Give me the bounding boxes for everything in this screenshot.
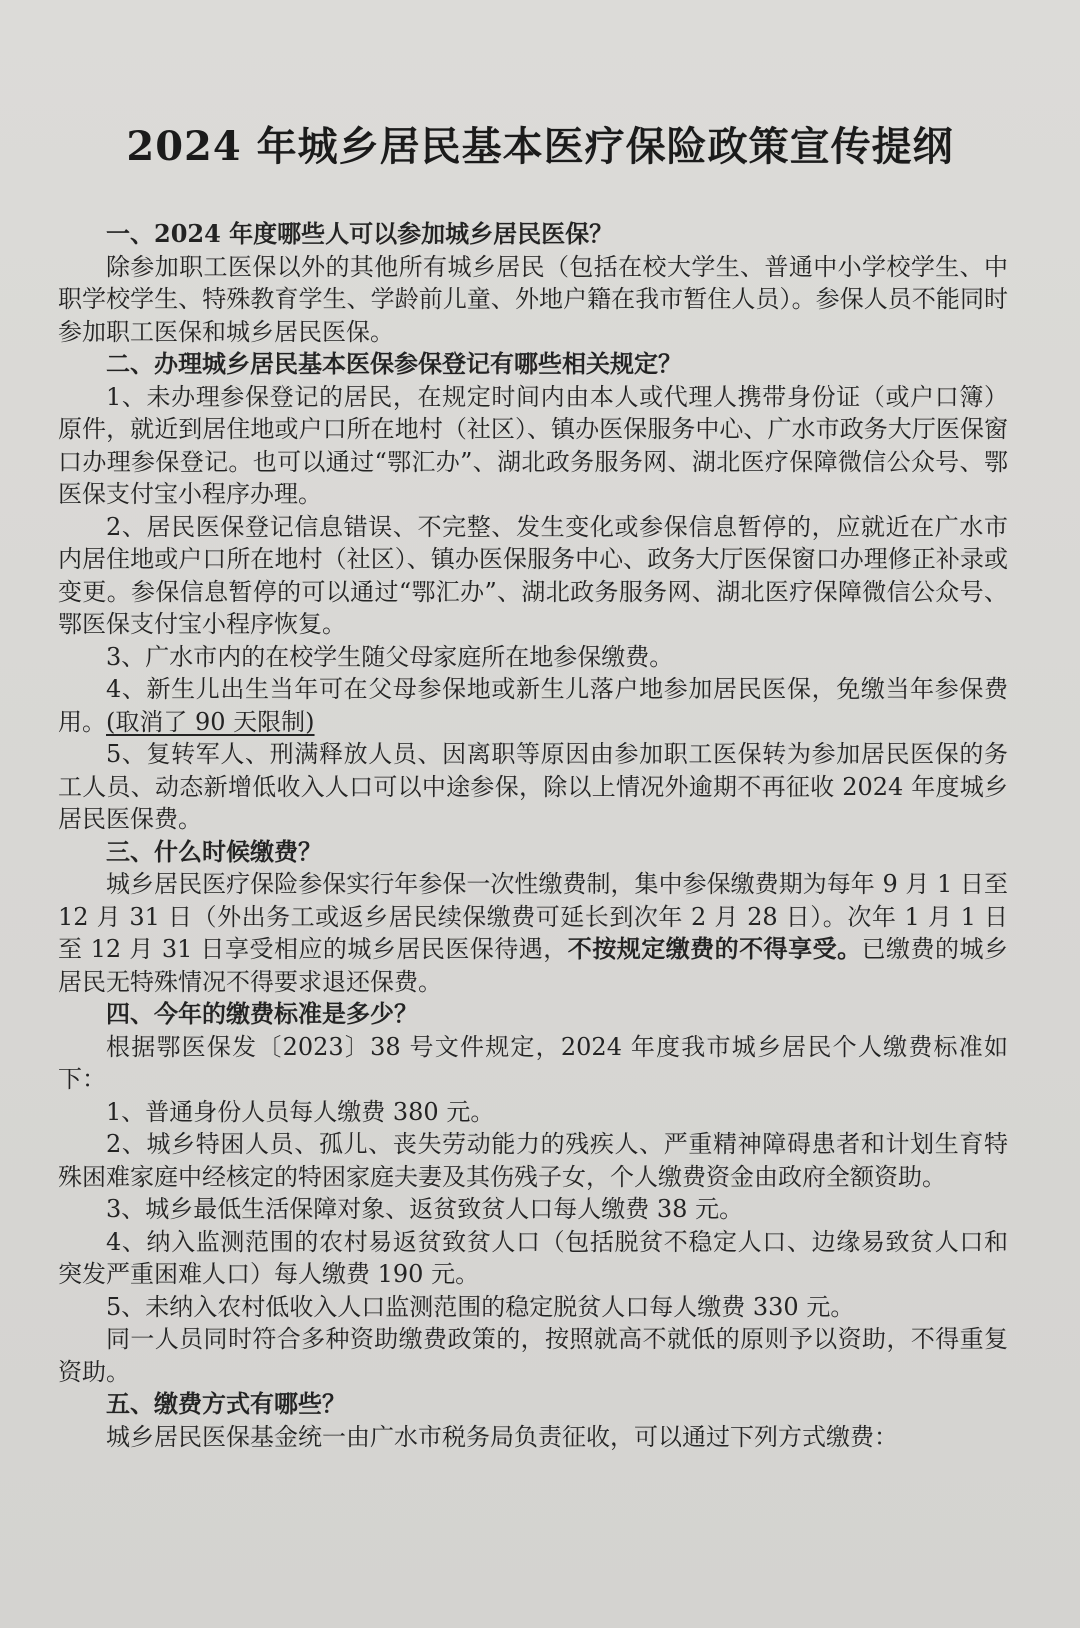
document-title: 2024 年城乡居民基本医疗保险政策宣传提纲 [126,123,954,170]
document-body [58,218,1008,1453]
section-2-item-3: 3、广水市内的在校学生随父母家庭所在地参保缴费。 [106,642,674,671]
section-3-bold-text: 不按规定缴费的不得享受。 [567,934,862,963]
section-4-item-2: 2、城乡特困人员、孤儿、丧失劳动能力的残疾人、严重精神障碍患者和计划生育特殊困难家庭中经核定的特困家庭夫妻及其伤残子女，个人缴费资金由政府全额资助。 [58,1130,1008,1191]
section-2-item-4-note: (取消了 90 天限制) [106,707,315,736]
section-5-heading: 五、缴费方式有哪些？ [106,1389,346,1418]
section-2-heading: 二、办理城乡居民基本医保参保登记有哪些相关规定？ [106,349,682,378]
section-1-paragraph: 除参加职工医保以外的其他所有城乡居民（包括在校大学生、普通中小学校学生、中职学校学生、特殊教育学生、学龄前儿童、外地户籍在我市暂住人员）。参保人员不能同时参加职工医保和城乡居民医保。 [58,252,1008,346]
section-3-text: 城乡居民医疗保险参保实行年参保一次性缴费制，集中参保缴费期为每年 9 月 1 日至 12 月 31 日（外出务工或返乡居民续保缴费可延长到次年 2 月 28 日）。次年 1 月 1 日至 12 月 31 日享受相应的城乡居民医保待遇， [58,870,1008,963]
section-2-item-1: 1、未办理参保登记的居民，在规定时间内由本人或代理人携带身份证（或户口簿）原件，就近到居住地或户口所在地村（社区）、镇办医保服务中心、广水市政务大厅医保窗口办理参保登记。也可以通过“鄂汇办”、湖北政务服务网、湖北医疗保障微信公众号、鄂医保支付宝小程序办理。 [58,382,1008,508]
section-2-item-2: 2、居民医保登记信息错误、不完整、发生变化或参保信息暂停的，应就近在广水市内居住地或户口所在地村（社区）、镇办医保服务中心、政务大厅医保窗口办理修正补录或变更。参保信息暂停的可以通过“鄂汇办”、湖北政务服务网、湖北医疗保障微信公众号、鄂医保支付宝小程序恢复。 [58,512,1008,638]
section-2-item-4 [58,673,1008,738]
section-2-item-4-text: 4、新生儿出生当年可在父母参保地或新生儿落户地参加居民医保，免缴当年参保费用。 [58,675,1008,736]
section-4-item-1: 1、普通身份人员每人缴费 380 元。 [106,1097,495,1126]
section-3-tail-text: 已缴费的城乡居民无特殊情况不得要求退还保费。 [58,935,1008,996]
section-5-paragraph: 城乡居民医保基金统一由广水市税务局负责征收，可以通过下列方式缴费： [106,1422,898,1451]
section-4-item-3: 3、城乡最低生活保障对象、返贫致贫人口每人缴费 38 元。 [106,1195,744,1223]
section-3-heading: 三、什么时候缴费？ [106,836,322,866]
section-3-paragraph [58,868,1008,998]
section-1-heading: 一、2024 年度哪些人可以参加城乡居民医保？ [106,219,614,248]
section-4-item-5: 5、未纳入农村低收入人口监测范围的稳定脱贫人口每人缴费 330 元。 [106,1292,855,1321]
section-4-note: 同一人员同时符合多种资助缴费政策的，按照就高不就低的原则予以资助，不得重复资助。 [58,1325,1008,1386]
section-4-heading: 四、今年的缴费标准是多少？ [106,999,418,1028]
section-4-item-4: 4、纳入监测范围的农村易返贫致贫人口（包括脱贫不稳定人口、边缘易致贫人口和突发严重困难人口）每人缴费 190 元。 [58,1227,1008,1288]
section-4-intro: 根据鄂医保发〔2023〕38 号文件规定，2024 年度我市城乡居民个人缴费标准如下： [58,1032,1008,1093]
section-2-item-5: 5、复转军人、刑满释放人员、因离职等原因由参加职工医保转为参加居民医保的务工人员、动态新增低收入人口可以中途参保，除以上情况外逾期不再征收 2024 年度城乡居民医保费。 [58,740,1008,833]
